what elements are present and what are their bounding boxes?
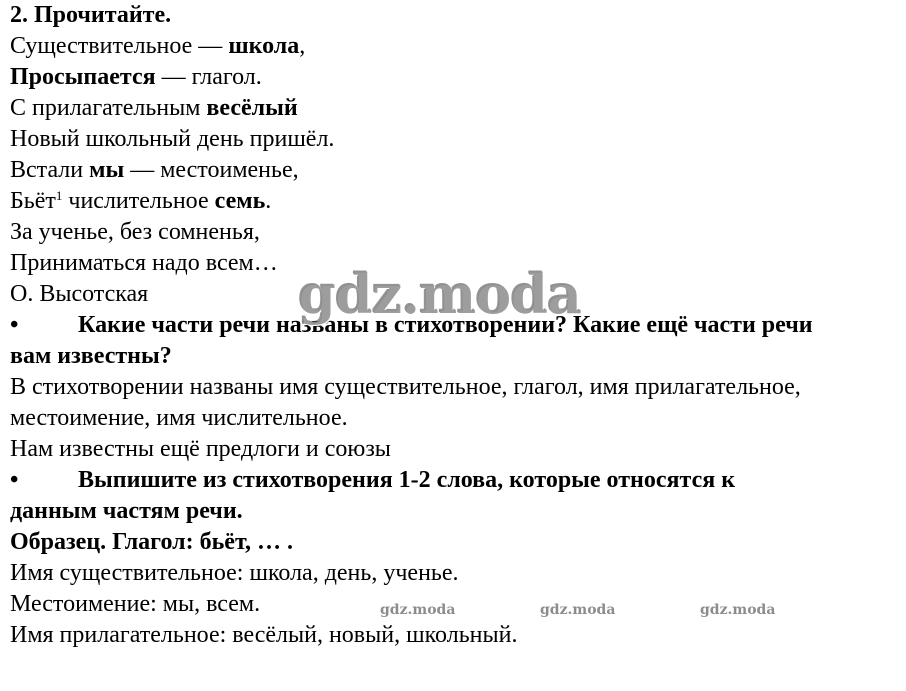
- poem-line-3: С прилагательным весёлый: [10, 95, 298, 121]
- watermark-small-2: gdz.moda: [540, 602, 616, 618]
- poem-line-8: Приниматься надо всем…: [10, 250, 278, 276]
- watermark-large: gdz.moda: [298, 262, 581, 326]
- question-1-continued: вам известны?: [10, 343, 172, 369]
- poem-line-4: Новый школьный день пришёл.: [10, 126, 335, 152]
- answer-2-line-2: Местоимение: мы, всем.: [10, 591, 261, 617]
- document: [10, 0, 902, 651]
- watermark-small-3: gdz.moda: [700, 602, 776, 618]
- watermark-small-1: gdz.moda: [380, 602, 456, 618]
- poem-line-5: Встали мы — местоименье,: [10, 157, 299, 183]
- poem-author: О. Высотская: [10, 281, 149, 307]
- answer-2-line-1: Имя существительное: школа, день, ученье.: [10, 560, 459, 586]
- question-2: • Выпишите из стихотворения 1-2 слова, которые относятся к: [10, 465, 902, 496]
- question-1: • Какие части речи названы в стихотворении? Какие ещё части речи: [10, 310, 902, 341]
- sample-line: Образец. Глагол: бьёт, … .: [10, 529, 293, 555]
- poem-line-1: Существительное — школа,: [10, 33, 306, 59]
- question-2-continued: данным частям речи.: [10, 498, 243, 524]
- footnote-marker: 1: [55, 188, 63, 203]
- poem-line-7: За ученье, без сомненья,: [10, 219, 260, 245]
- answer-2-line-3: Имя прилагательное: весёлый, новый, школьный.: [10, 622, 518, 648]
- task-title: 2. Прочитайте.: [10, 2, 172, 28]
- answer-1-line-1: В стихотворении названы имя существительное, глагол, имя прилагательное,: [10, 374, 801, 400]
- bullet-icon: •: [10, 467, 19, 493]
- bullet-icon: •: [10, 312, 19, 338]
- answer-1-line-3: Нам известны ещё предлоги и союзы: [10, 436, 391, 462]
- answer-1-line-2: местоимение, имя числительное.: [10, 405, 348, 431]
- poem-line-2: Просыпается — глагол.: [10, 64, 262, 90]
- poem-line-6: Бьёт$^1$ числительное семь.: [10, 188, 272, 214]
